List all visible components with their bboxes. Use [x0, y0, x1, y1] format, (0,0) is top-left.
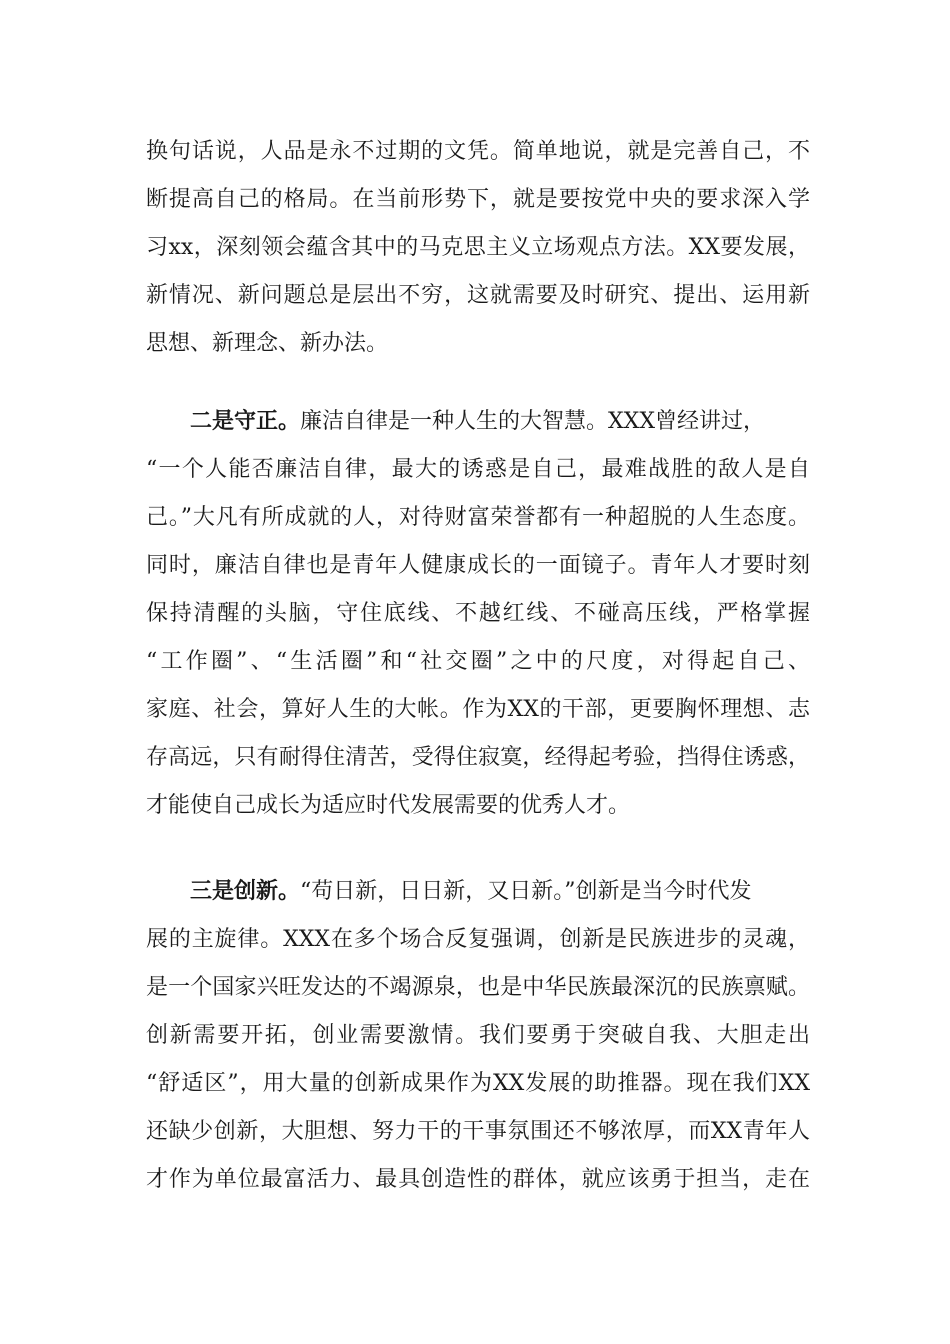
paragraph-lead: 二是守正。 — [190, 409, 301, 434]
text-line: “一个人能否廉洁自律，最大的诱惑是自己，最难战胜的敌人是自 — [146, 457, 810, 482]
text-line: 才能使自己成长为适应时代发展需要的优秀人才。 — [146, 793, 631, 818]
text-line-body: “苟日新，日日新，又日新。”创新是当今时代发 — [300, 879, 752, 904]
paragraph-3 — [146, 868, 810, 1204]
text-line: 换句话说，人品是永不过期的文凭。简单地说，就是完善自己，不 — [146, 139, 810, 164]
text-line: 是一个国家兴旺发达的不竭源泉，也是中华民族最深沉的民族禀赋。 — [146, 975, 810, 1000]
text-line-body: 廉洁自律是一种人生的大智慧。XXX曾经讲过， — [300, 409, 766, 434]
text-line: 断提高自己的格局。在当前形势下，就是要按党中央的要求深入学 — [146, 187, 810, 212]
paragraph-2 — [146, 398, 810, 830]
text-line: 展的主旋律。XXX在多个场合反复强调，创新是民族进步的灵魂， — [146, 927, 810, 952]
text-line-first — [146, 868, 810, 916]
text-line: 思想、新理念、新办法。 — [146, 331, 389, 356]
text-line: 存高远，只有耐得住清苦，受得住寂寞，经得起考验，挡得住诱惑， — [146, 745, 810, 770]
text-line: 家庭、社会，算好人生的大帐。作为XX的干部，更要胸怀理想、志 — [146, 697, 810, 722]
text-line: 新情况、新问题总是层出不穷，这就需要及时研究、提出、运用新 — [146, 283, 810, 308]
text-line: “工作圈”、“生活圈”和“社交圈”之中的尺度，对得起自己、 — [146, 649, 810, 674]
text-line: 己。”大凡有所成就的人，对待财富荣誉都有一种超脱的人生态度。 — [146, 505, 810, 530]
text-line: 保持清醒的头脑，守住底线、不越红线、不碰高压线，严格掌握 — [146, 601, 810, 626]
paragraph-1 — [146, 128, 810, 368]
text-line: 还缺少创新，大胆想、努力干的干事氛围还不够浓厚，而XX青年人 — [146, 1119, 810, 1144]
text-line: 同时，廉洁自律也是青年人健康成长的一面镜子。青年人才要时刻 — [146, 553, 810, 578]
text-line: 才作为单位最富活力、最具创造性的群体，就应该勇于担当，走在 — [146, 1167, 810, 1192]
text-line: “舒适区”，用大量的创新成果作为XX发展的助推器。现在我们XX — [146, 1071, 810, 1096]
text-line: 创新需要开拓，创业需要激情。我们要勇于突破自我、大胆走出 — [146, 1023, 810, 1048]
paragraph-lead: 三是创新。 — [190, 879, 301, 904]
text-line: 习xx，深刻领会蕴含其中的马克思主义立场观点方法。XX要发展， — [146, 235, 810, 260]
text-line-first — [146, 398, 810, 446]
